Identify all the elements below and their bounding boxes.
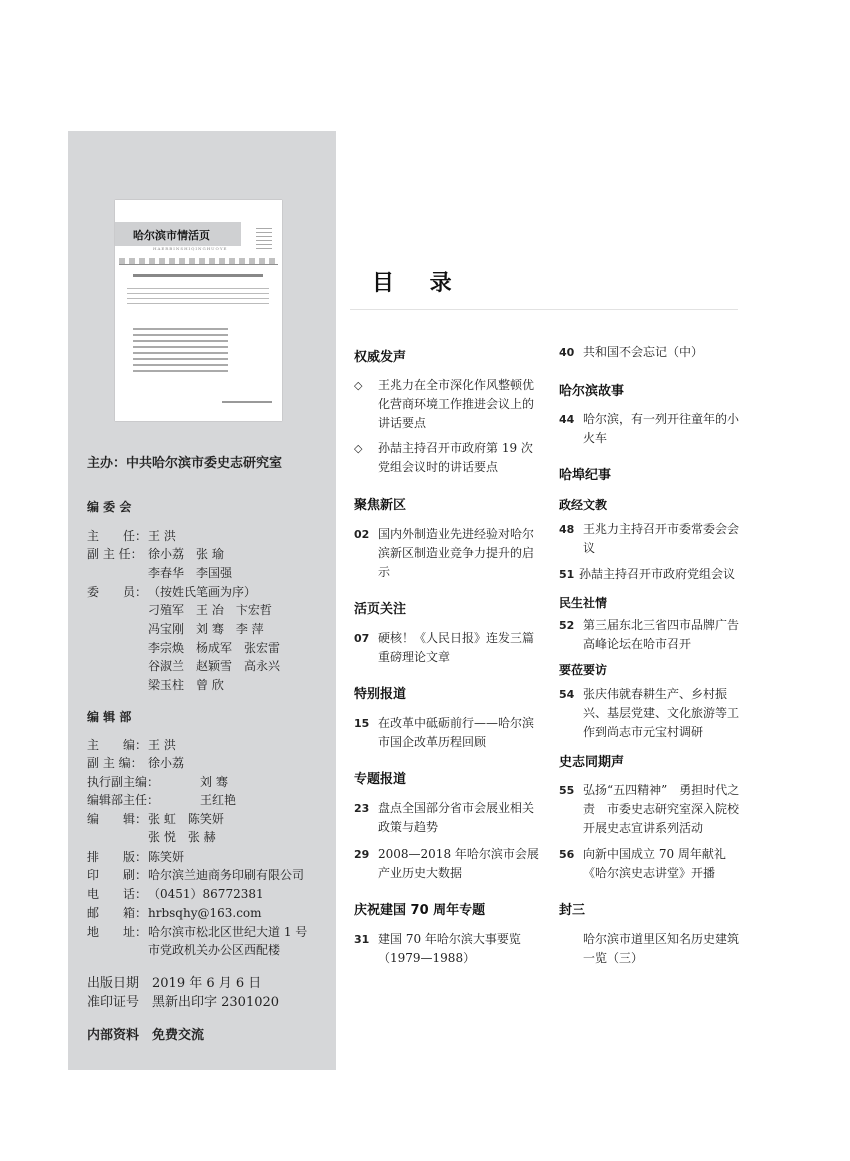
sponsor: 主办：中共哈尔滨市委史志研究室 — [87, 456, 283, 471]
member-row: 谷淑兰 赵颖雪 高永兴 — [148, 659, 281, 673]
member-row: 冯宝刚 刘 骞 李 萍 — [148, 622, 264, 636]
print-permit: 准印证号 黑新出印字 2301020 — [87, 995, 280, 1010]
vice-editor-value: 徐小荔 — [148, 756, 185, 770]
thumb-title: 哈尔滨市情活页 — [133, 229, 210, 242]
toc-entry[interactable] — [354, 439, 544, 477]
toc-entry[interactable] — [559, 520, 749, 558]
section-heading: 哈尔滨故事 — [559, 384, 625, 399]
exec-vice-editor-value: 刘 骞 — [200, 775, 228, 789]
page-number: 44 — [559, 413, 575, 426]
section-heading: 特别报道 — [354, 687, 407, 702]
members-label: 委 员： — [87, 585, 148, 599]
toc-entry-text: 王兆力在全市深化作风整顿优化营商环境工作推进会议上的讲话要点 — [378, 378, 535, 430]
toc-entry[interactable] — [354, 629, 544, 667]
address-label: 地 址： — [87, 925, 148, 939]
toc-entry-text: 哈尔滨市道里区知名历史建筑一览（三） — [583, 932, 740, 965]
page-number: 15 — [354, 717, 370, 730]
thumb-subtitle: HAERBINSHIQINGHUOYE — [153, 246, 228, 251]
thumb-paragraph — [127, 288, 269, 308]
members-note: （按姓氏笔画为序） — [148, 585, 257, 599]
address-line2: 市党政机关办公区西配楼 — [148, 943, 281, 957]
page-number: 55 — [559, 784, 575, 797]
toc-entry-text: 建国 70 年哈尔滨大事要览（1979—1988） — [378, 932, 521, 965]
ed-dept-heading: 编 辑 部 — [87, 710, 132, 724]
toc-entry[interactable] — [559, 410, 749, 448]
toc-entry[interactable] — [354, 799, 544, 837]
diamond-bullet-icon: ◇ — [354, 379, 363, 392]
thumb-list — [133, 328, 228, 374]
toc-entry-text: 张庆伟就春耕生产、乡村振兴、基层党建、文化旅游等工作到尚志市元宝村调研 — [583, 687, 740, 739]
thumb-footer — [222, 401, 272, 403]
toc-entry-text: 在改革中砥砺前行——哈尔滨市国企改革历程回顾 — [378, 716, 535, 749]
toc-entry-text: 哈尔滨，有一列开往童年的小火车 — [583, 412, 740, 445]
toc-entry-text: 孙喆主持召开市政府党组会议 — [579, 567, 736, 581]
vice-editor-label: 副 主 编： — [87, 756, 143, 770]
page-number: 40 — [559, 346, 575, 359]
section-heading: 史志同期声 — [559, 755, 625, 770]
editor-label: 主 编： — [87, 738, 148, 752]
toc-entry[interactable] — [354, 714, 544, 752]
toc-entry-text: 国内外制造业先进经验对哈尔滨新区制造业竞争力提升的启示 — [378, 527, 535, 579]
toc-entry[interactable] — [354, 845, 544, 883]
toc-entry[interactable] — [354, 376, 544, 433]
vice-director-line1: 徐小荔 张 瑜 — [148, 547, 224, 561]
toc-entry-text: 2008—2018 年哈尔滨市会展产业历史大数据 — [378, 847, 539, 880]
section-heading: 聚焦新区 — [354, 498, 407, 513]
subsection-heading: 政经文教 — [559, 498, 608, 512]
editors-line2: 张 悦 张 赫 — [148, 830, 216, 844]
page-number: 02 — [354, 528, 370, 541]
toc-entry-text: 向新中国成立 70 周年献礼《哈尔滨史志讲堂》开播 — [583, 847, 726, 880]
toc-entry-text: 第三届东北三省四市品牌广告高峰论坛在哈市召开 — [583, 618, 740, 651]
toc-entry[interactable] — [559, 565, 759, 584]
email-value: hrbsqhy@163.com — [148, 906, 262, 920]
editors-line1: 张 虹 陈笑妍 — [148, 812, 224, 826]
page-number: 51 — [559, 568, 575, 581]
member-row: 梁玉柱 曾 欣 — [148, 678, 224, 692]
typeset-label: 排 版： — [87, 850, 148, 864]
toc-entry[interactable] — [559, 845, 749, 883]
page-number: 52 — [559, 619, 575, 632]
director-value: 王 洪 — [148, 529, 176, 543]
thumb-meta-line — [119, 258, 278, 265]
vice-director-line2: 李春华 李国强 — [148, 566, 233, 580]
dept-director-label: 编辑部主任： — [87, 793, 160, 807]
address-line1: 哈尔滨市松北区世纪大道 1 号 — [148, 925, 308, 939]
section-heading: 庆祝建国 70 周年专题 — [354, 903, 486, 918]
toc-entry[interactable] — [354, 525, 544, 582]
toc-entry-text: 硬核！《人民日报》连发三篇重磅理论文章 — [378, 631, 535, 664]
director-label: 主 任： — [87, 529, 148, 543]
internal-notice: 内部资料 免费交流 — [87, 1028, 205, 1043]
page-number: 54 — [559, 688, 575, 701]
toc-divider — [350, 309, 738, 310]
print-value: 哈尔滨兰迪商务印刷有限公司 — [148, 868, 305, 882]
page-number: 29 — [354, 848, 370, 861]
editor-value: 王 洪 — [148, 738, 176, 752]
toc-entry[interactable] — [559, 616, 749, 654]
typeset-value: 陈笑妍 — [148, 850, 185, 864]
page-number: 48 — [559, 523, 575, 536]
toc-entry[interactable] — [559, 343, 749, 362]
thumb-headline — [133, 274, 263, 277]
toc-entry[interactable] — [354, 930, 544, 968]
subsection-heading: 民生社情 — [559, 596, 608, 610]
toc-entry-text: 弘扬“五四精神” 勇担时代之责 市委史志研究室深入院校开展史志宣讲系列活动 — [583, 783, 740, 835]
member-row: 李宗焕 杨成军 张宏雷 — [148, 641, 281, 655]
toc-entry-text: 共和国不会忘记（中） — [583, 345, 704, 359]
section-heading: 封三 — [559, 903, 586, 918]
thumb-grid-decoration — [256, 228, 272, 250]
editors-label: 编 辑： — [87, 812, 148, 826]
cover-thumbnail — [115, 200, 282, 421]
phone-label: 电 话： — [87, 887, 148, 901]
phone-value: （0451）86772381 — [148, 887, 264, 901]
print-label: 印 刷： — [87, 868, 148, 882]
toc-entry-text: 王兆力主持召开市委常委会会议 — [583, 522, 740, 555]
page-number: 56 — [559, 848, 575, 861]
page-number: 07 — [354, 632, 370, 645]
dept-director-value: 王红艳 — [200, 793, 237, 807]
toc-entry-text: 盘点全国部分省市会展业相关政策与趋势 — [378, 801, 535, 834]
section-heading: 权威发声 — [354, 350, 407, 365]
member-row: 刁殖军 王 冶 卞宏哲 — [148, 603, 272, 617]
section-heading: 哈埠纪事 — [559, 468, 612, 483]
exec-vice-editor-label: 执行副主编： — [87, 775, 160, 789]
diamond-bullet-icon: ◇ — [354, 442, 363, 455]
vice-director-label: 副 主 任： — [87, 547, 143, 561]
subsection-heading: 要莅要访 — [559, 663, 608, 677]
toc-entry-text: 孙喆主持召开市政府第 19 次党组会议时的讲话要点 — [378, 441, 533, 474]
email-label: 邮 箱： — [87, 906, 148, 920]
page-number: 23 — [354, 802, 370, 815]
toc-entry[interactable] — [559, 781, 749, 838]
section-heading: 活页关注 — [354, 602, 407, 617]
toc-entry[interactable] — [559, 930, 749, 968]
publication-date: 出版日期 2019 年 6 月 6 日 — [87, 976, 262, 991]
page-number: 31 — [354, 933, 370, 946]
section-heading: 专题报道 — [354, 772, 407, 787]
toc-title: 目 录 — [372, 270, 466, 296]
toc-entry[interactable] — [559, 685, 749, 742]
ed-committee-heading: 编 委 会 — [87, 500, 132, 514]
